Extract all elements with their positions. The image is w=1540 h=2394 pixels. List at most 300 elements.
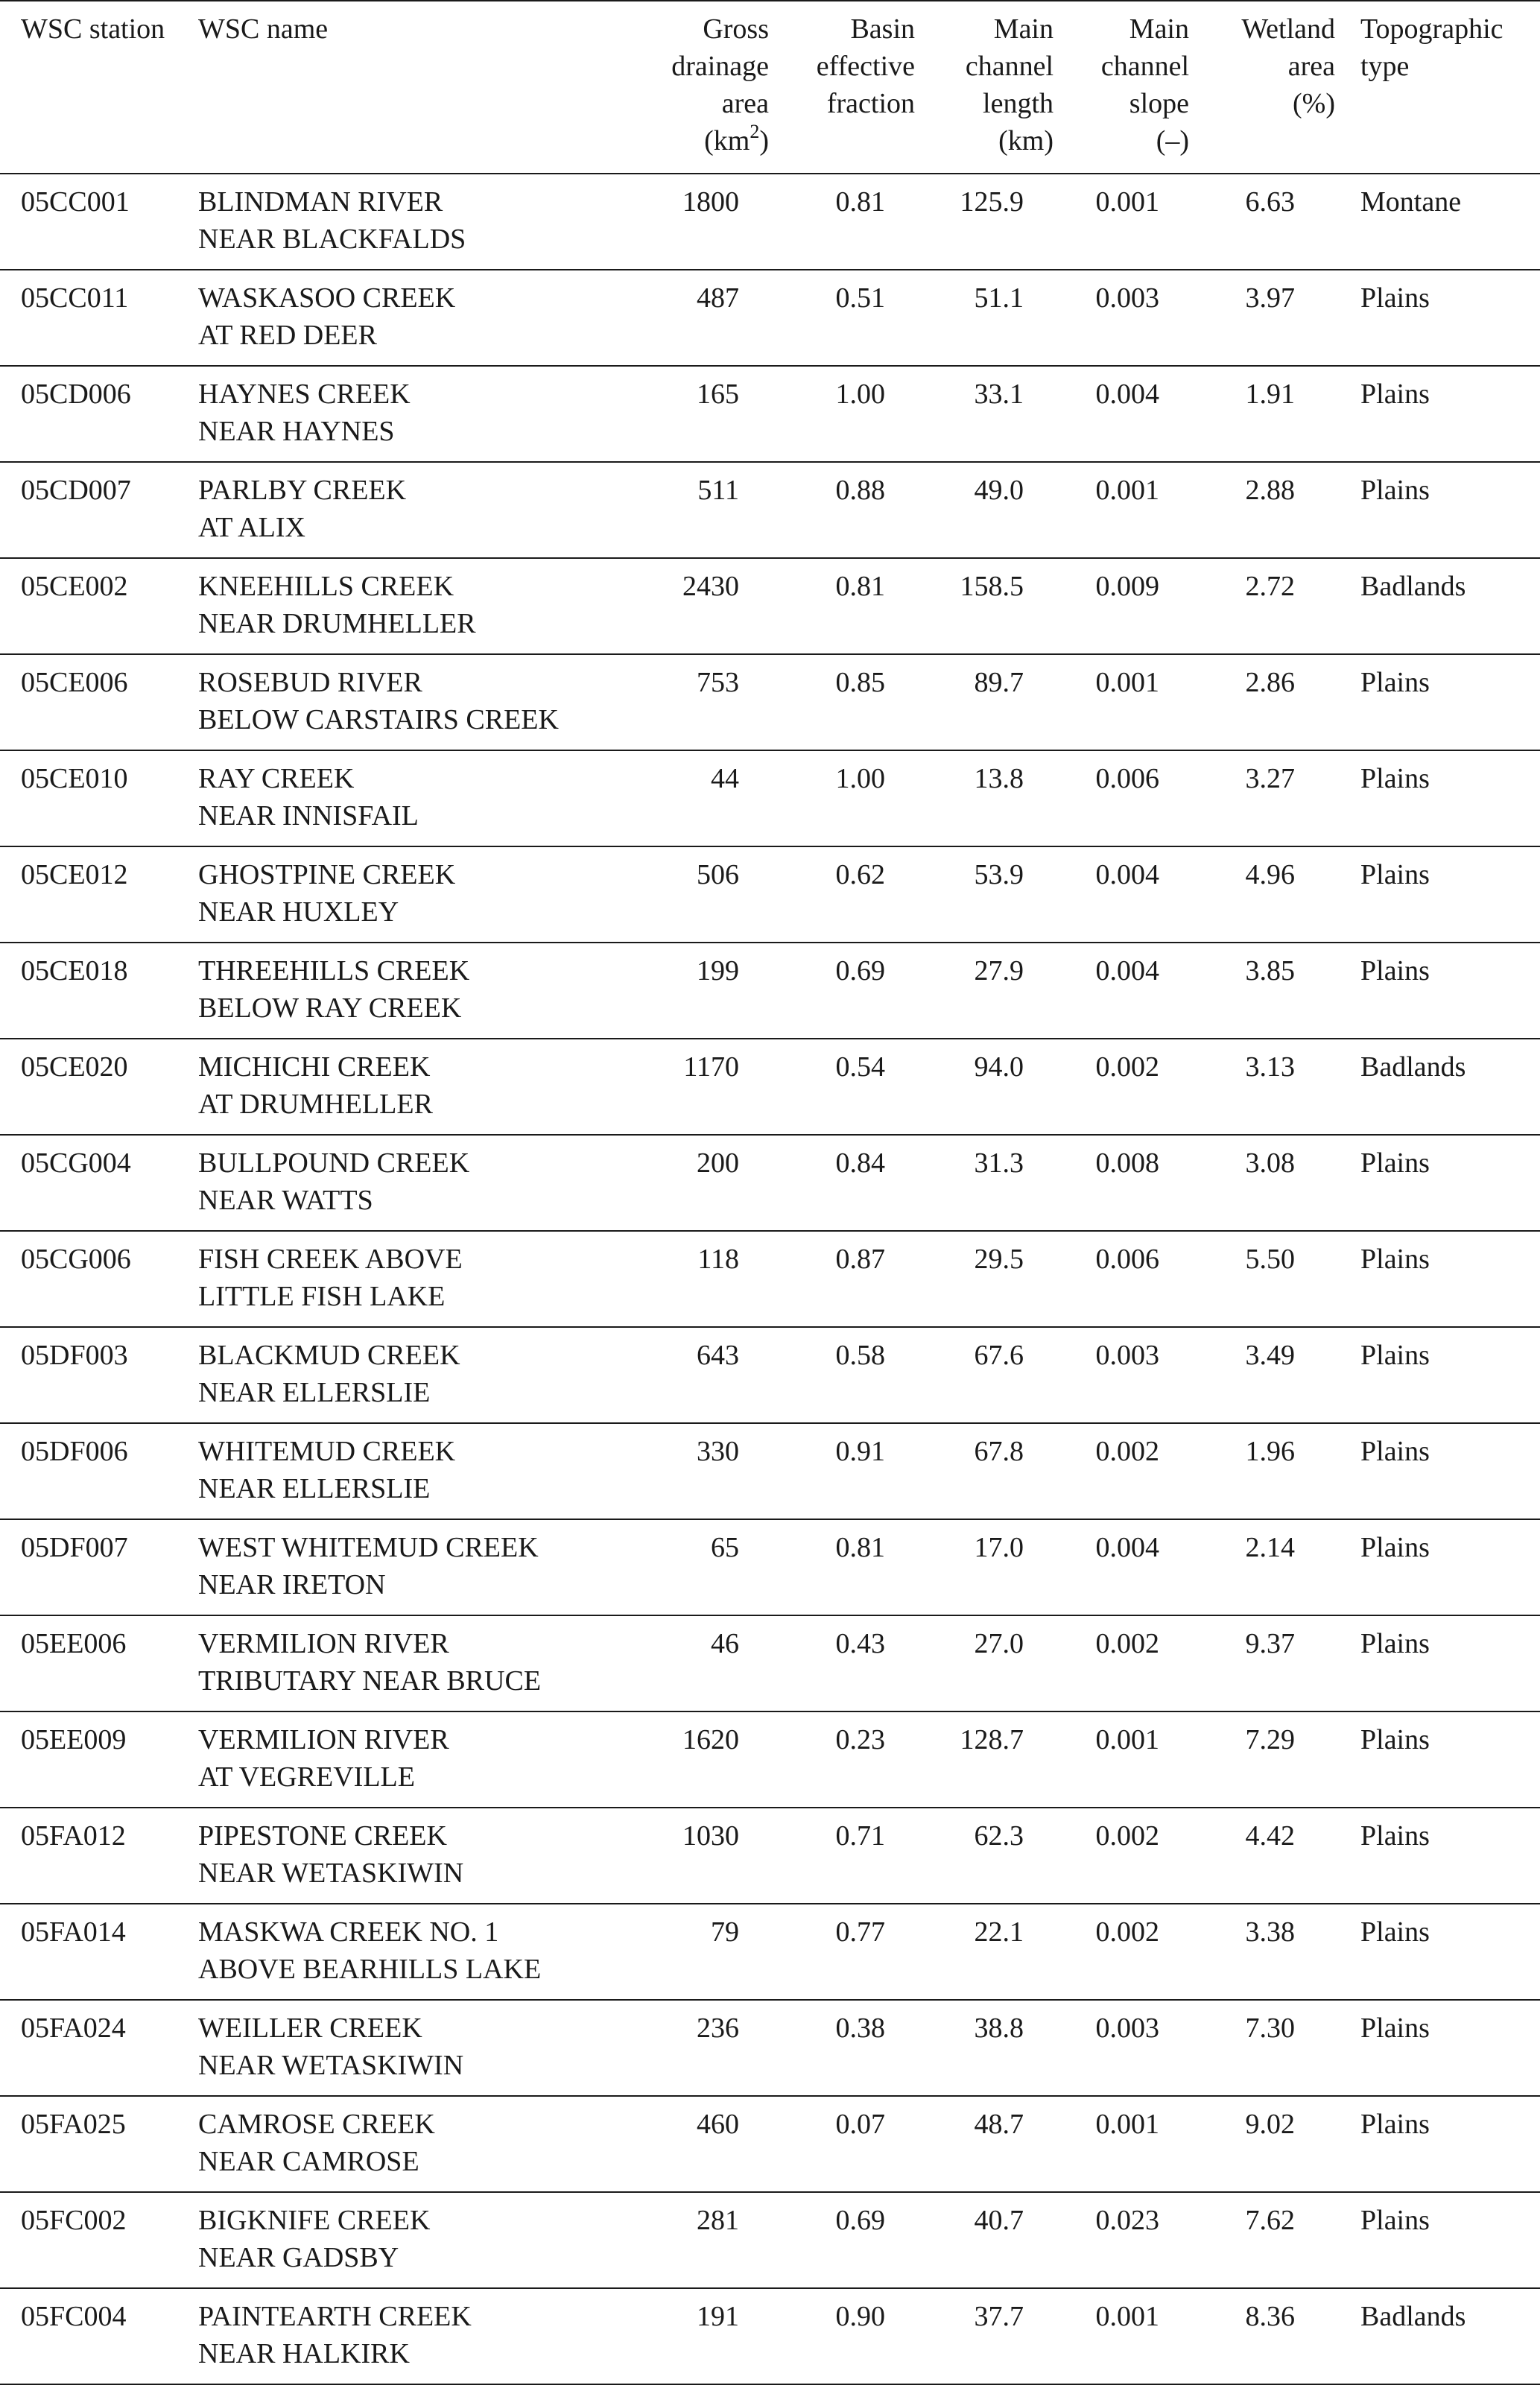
value-area: 487 — [697, 282, 739, 314]
value-name2: NEAR ELLERSLIE — [198, 1377, 431, 1408]
cell-channel-length — [915, 1808, 1053, 1904]
value-topo: Plains — [1360, 2205, 1430, 2236]
value-fraction: 0.90 — [835, 2301, 885, 2332]
value-area: 65 — [711, 1532, 739, 1563]
cell-wetland-area — [1189, 1519, 1335, 1615]
cell-channel-length — [915, 1615, 1053, 1711]
value-length: 53.9 — [974, 859, 1024, 890]
cell-name — [198, 2192, 656, 2288]
value-station: 05CC011 — [21, 282, 129, 314]
value-fraction: 0.54 — [835, 1051, 885, 1083]
value-topo: Plains — [1360, 1916, 1430, 1948]
cell-gross-area — [656, 654, 769, 750]
value-name2: BELOW RAY CREEK — [198, 992, 462, 1024]
cell-wetland-area — [1189, 1615, 1335, 1711]
cell-basin-fraction — [769, 2000, 915, 2096]
value-wetland: 9.02 — [1245, 2109, 1295, 2140]
value-name1: KNEEHILLS CREEK — [198, 571, 454, 602]
value-name1: BULLPOUND CREEK — [198, 1147, 470, 1179]
table-row — [0, 1519, 1540, 1615]
value-topo: Plains — [1360, 1340, 1430, 1371]
value-name2: NEAR HUXLEY — [198, 896, 399, 928]
value-area: 165 — [697, 379, 739, 410]
cell-channel-length — [915, 1039, 1053, 1135]
table-row — [0, 1904, 1540, 2000]
cell-channel-length — [915, 270, 1053, 366]
value-name2: AT RED DEER — [198, 320, 377, 351]
cell-topographic-type — [1335, 1711, 1540, 1808]
cell-topographic-type — [1335, 1039, 1540, 1135]
value-area: 46 — [711, 1628, 739, 1659]
value-area: 199 — [697, 955, 739, 987]
value-wetland: 3.08 — [1245, 1147, 1295, 1179]
cell-name — [198, 270, 656, 366]
value-station: 05CE020 — [21, 1051, 128, 1083]
cell-basin-fraction — [769, 174, 915, 270]
value-name1: THREEHILLS CREEK — [198, 955, 470, 987]
cell-basin-fraction — [769, 750, 915, 846]
header-station: WSC station — [0, 1, 198, 174]
value-topo: Plains — [1360, 2109, 1430, 2140]
value-slope: 0.004 — [1095, 859, 1159, 890]
table-row — [0, 1039, 1540, 1135]
header-name: WSC name — [198, 1, 656, 174]
value-name1: WEST WHITEMUD CREEK — [198, 1532, 539, 1563]
value-slope: 0.003 — [1095, 1340, 1159, 1371]
cell-gross-area — [656, 943, 769, 1039]
value-area: 200 — [697, 1147, 739, 1179]
value-area: 79 — [711, 1916, 739, 1948]
cell-gross-area — [656, 1904, 769, 2000]
value-name2: AT ALIX — [198, 512, 305, 543]
value-area: 1800 — [682, 186, 739, 218]
cell-channel-length — [915, 558, 1053, 654]
value-slope: 0.001 — [1095, 475, 1159, 506]
cell-wetland-area — [1189, 1904, 1335, 2000]
value-wetland: 4.96 — [1245, 859, 1295, 890]
value-name1: BLACKMUD CREEK — [198, 1340, 460, 1371]
value-area: 511 — [697, 475, 739, 506]
cell-basin-fraction — [769, 2096, 915, 2192]
value-slope: 0.009 — [1095, 571, 1159, 602]
cell-name — [198, 174, 656, 270]
value-length: 89.7 — [974, 667, 1024, 698]
value-name2: TRIBUTARY NEAR BRUCE — [198, 1665, 542, 1697]
table-row — [0, 462, 1540, 558]
cell-channel-slope — [1053, 2288, 1189, 2384]
value-area: 1170 — [683, 1051, 739, 1083]
value-name2: ABOVE BEARHILLS LAKE — [198, 1954, 542, 1985]
value-wetland: 7.29 — [1245, 1724, 1295, 1755]
value-wetland: 8.36 — [1245, 2301, 1295, 2332]
value-fraction: 0.69 — [835, 2205, 885, 2236]
cell-channel-slope — [1053, 1231, 1189, 1327]
value-name1: HAYNES CREEK — [198, 379, 411, 410]
value-topo: Plains — [1360, 763, 1430, 794]
value-fraction: 1.00 — [835, 379, 885, 410]
table-row — [0, 1231, 1540, 1327]
value-station: 05DF006 — [21, 1436, 128, 1467]
cell-station — [0, 1423, 198, 1519]
cell-channel-slope — [1053, 1327, 1189, 1423]
value-topo: Plains — [1360, 2013, 1430, 2044]
value-name1: WASKASOO CREEK — [198, 282, 456, 314]
value-wetland: 7.30 — [1245, 2013, 1295, 2044]
value-fraction: 0.84 — [835, 1147, 885, 1179]
cell-channel-length — [915, 366, 1053, 462]
header-wetland-area: Wetland area (%) — [1189, 1, 1335, 174]
value-name1: MICHICHI CREEK — [198, 1051, 431, 1083]
cell-wetland-area — [1189, 366, 1335, 462]
cell-topographic-type — [1335, 2000, 1540, 2096]
cell-basin-fraction — [769, 558, 915, 654]
table-row — [0, 174, 1540, 270]
cell-channel-length — [915, 462, 1053, 558]
cell-name — [198, 1039, 656, 1135]
value-area: 1620 — [682, 1724, 739, 1755]
header-channel-length: Main channel length (km) — [915, 1, 1053, 174]
value-length: 27.0 — [974, 1628, 1024, 1659]
cell-channel-length — [915, 174, 1053, 270]
cell-topographic-type — [1335, 462, 1540, 558]
value-name1: PARLBY CREEK — [198, 475, 407, 506]
value-topo: Plains — [1360, 667, 1430, 698]
value-slope: 0.002 — [1095, 1628, 1159, 1659]
value-slope: 0.004 — [1095, 955, 1159, 987]
cell-channel-length — [915, 2000, 1053, 2096]
cell-name — [198, 2096, 656, 2192]
cell-wetland-area — [1189, 2288, 1335, 2384]
value-topo: Plains — [1360, 1244, 1430, 1275]
value-name1: FISH CREEK ABOVE — [198, 1244, 463, 1275]
value-topo: Badlands — [1360, 2301, 1466, 2332]
value-length: 128.7 — [960, 1724, 1024, 1755]
cell-gross-area — [656, 1231, 769, 1327]
table-row — [0, 1135, 1540, 1231]
cell-topographic-type — [1335, 750, 1540, 846]
cell-channel-length — [915, 1519, 1053, 1615]
value-length: 33.1 — [974, 379, 1024, 410]
cell-name — [198, 2288, 656, 2384]
table-row — [0, 2192, 1540, 2288]
value-slope: 0.003 — [1095, 282, 1159, 314]
cell-topographic-type — [1335, 654, 1540, 750]
value-slope: 0.008 — [1095, 1147, 1159, 1179]
value-name2: AT VEGREVILLE — [198, 1761, 415, 1793]
value-topo: Plains — [1360, 859, 1430, 890]
cell-channel-length — [915, 943, 1053, 1039]
cell-basin-fraction — [769, 1808, 915, 1904]
cell-station — [0, 1808, 198, 1904]
cell-station — [0, 1327, 198, 1423]
value-name1: WEILLER CREEK — [198, 2013, 422, 2044]
value-length: 158.5 — [960, 571, 1024, 602]
table-row — [0, 2000, 1540, 2096]
cell-wetland-area — [1189, 1327, 1335, 1423]
cell-basin-fraction — [769, 654, 915, 750]
cell-wetland-area — [1189, 2192, 1335, 2288]
value-station: 05CC001 — [21, 186, 130, 218]
value-area: 753 — [697, 667, 739, 698]
cell-name — [198, 1519, 656, 1615]
value-length: 38.8 — [974, 2013, 1024, 2044]
cell-name — [198, 1327, 656, 1423]
cell-wetland-area — [1189, 654, 1335, 750]
value-name2: NEAR IRETON — [198, 1569, 386, 1600]
value-area: 643 — [697, 1340, 739, 1371]
cell-topographic-type — [1335, 558, 1540, 654]
cell-station — [0, 1615, 198, 1711]
cell-topographic-type — [1335, 1135, 1540, 1231]
cell-channel-length — [915, 1711, 1053, 1808]
cell-name — [198, 1135, 656, 1231]
value-wetland: 3.38 — [1245, 1916, 1295, 1948]
value-name2: NEAR HAYNES — [198, 416, 395, 447]
table-body — [0, 174, 1540, 2384]
value-fraction: 0.43 — [835, 1628, 885, 1659]
value-slope: 0.003 — [1095, 2013, 1159, 2044]
value-topo: Badlands — [1360, 571, 1466, 602]
value-station: 05FC002 — [21, 2205, 127, 2236]
cell-basin-fraction — [769, 943, 915, 1039]
cell-station — [0, 558, 198, 654]
cell-name — [198, 1808, 656, 1904]
value-name1: VERMILION RIVER — [198, 1628, 449, 1659]
cell-channel-slope — [1053, 270, 1189, 366]
cell-channel-slope — [1053, 2192, 1189, 2288]
value-station: 05CE002 — [21, 571, 128, 602]
cell-name — [198, 462, 656, 558]
value-wetland: 3.85 — [1245, 955, 1295, 987]
cell-wetland-area — [1189, 750, 1335, 846]
cell-basin-fraction — [769, 1711, 915, 1808]
cell-channel-slope — [1053, 2096, 1189, 2192]
cell-wetland-area — [1189, 174, 1335, 270]
value-area: 281 — [697, 2205, 739, 2236]
cell-gross-area — [656, 846, 769, 943]
value-name2: NEAR INNISFAIL — [198, 800, 419, 832]
cell-name — [198, 1231, 656, 1327]
cell-topographic-type — [1335, 1904, 1540, 2000]
cell-basin-fraction — [769, 1904, 915, 2000]
cell-topographic-type — [1335, 174, 1540, 270]
cell-station — [0, 1231, 198, 1327]
value-area: 44 — [711, 763, 739, 794]
cell-topographic-type — [1335, 366, 1540, 462]
value-length: 49.0 — [974, 475, 1024, 506]
value-slope: 0.002 — [1095, 1916, 1159, 1948]
cell-gross-area — [656, 1039, 769, 1135]
cell-station — [0, 2000, 198, 2096]
value-name2: NEAR WETASKIWIN — [198, 1858, 464, 1889]
cell-station — [0, 2192, 198, 2288]
value-fraction: 0.81 — [835, 571, 885, 602]
value-slope: 0.004 — [1095, 379, 1159, 410]
value-topo: Plains — [1360, 1532, 1430, 1563]
value-fraction: 0.81 — [835, 1532, 885, 1563]
cell-channel-slope — [1053, 174, 1189, 270]
value-length: 67.6 — [974, 1340, 1024, 1371]
cell-gross-area — [656, 2000, 769, 2096]
value-topo: Plains — [1360, 1147, 1430, 1179]
value-fraction: 0.69 — [835, 955, 885, 987]
cell-channel-slope — [1053, 943, 1189, 1039]
cell-name — [198, 558, 656, 654]
cell-channel-slope — [1053, 1904, 1189, 2000]
header-basin-fraction: Basin effective fraction — [769, 1, 915, 174]
cell-topographic-type — [1335, 1519, 1540, 1615]
value-topo: Badlands — [1360, 1051, 1466, 1083]
cell-topographic-type — [1335, 1327, 1540, 1423]
cell-channel-length — [915, 846, 1053, 943]
value-area: 118 — [697, 1244, 739, 1275]
value-wetland: 1.91 — [1245, 379, 1295, 410]
cell-basin-fraction — [769, 1519, 915, 1615]
value-area: 236 — [697, 2013, 739, 2044]
value-name2: AT DRUMHELLER — [198, 1089, 433, 1120]
cell-channel-length — [915, 1423, 1053, 1519]
cell-station — [0, 943, 198, 1039]
value-wetland: 2.72 — [1245, 571, 1295, 602]
value-area: 1030 — [682, 1820, 739, 1852]
cell-channel-slope — [1053, 462, 1189, 558]
value-wetland: 9.37 — [1245, 1628, 1295, 1659]
table-row — [0, 1423, 1540, 1519]
value-station: 05CE012 — [21, 859, 128, 890]
cell-station — [0, 2096, 198, 2192]
value-slope: 0.004 — [1095, 1532, 1159, 1563]
value-length: 37.7 — [974, 2301, 1024, 2332]
cell-topographic-type — [1335, 2288, 1540, 2384]
cell-gross-area — [656, 1423, 769, 1519]
value-wetland: 3.13 — [1245, 1051, 1295, 1083]
cell-topographic-type — [1335, 1808, 1540, 1904]
value-fraction: 0.38 — [835, 2013, 885, 2044]
cell-channel-length — [915, 654, 1053, 750]
cell-channel-length — [915, 1231, 1053, 1327]
value-fraction: 0.07 — [835, 2109, 885, 2140]
cell-channel-slope — [1053, 1519, 1189, 1615]
value-name2: NEAR DRUMHELLER — [198, 608, 476, 639]
value-name1: CAMROSE CREEK — [198, 2109, 435, 2140]
value-slope: 0.001 — [1095, 1724, 1159, 1755]
value-length: 22.1 — [974, 1916, 1024, 1948]
table-row — [0, 1711, 1540, 1808]
cell-gross-area — [656, 1808, 769, 1904]
cell-topographic-type — [1335, 846, 1540, 943]
cell-gross-area — [656, 174, 769, 270]
table-row — [0, 270, 1540, 366]
value-fraction: 0.91 — [835, 1436, 885, 1467]
value-wetland: 2.14 — [1245, 1532, 1295, 1563]
header-row — [0, 1, 1540, 174]
cell-channel-slope — [1053, 558, 1189, 654]
cell-station — [0, 1711, 198, 1808]
value-station: 05FC004 — [21, 2301, 127, 2332]
table-header — [0, 1, 1540, 174]
header-gross-area: Gross drainage area $(km^2)$ — [656, 1, 769, 174]
cell-channel-length — [915, 2192, 1053, 2288]
cell-station — [0, 654, 198, 750]
table-row — [0, 846, 1540, 943]
value-station: 05CE010 — [21, 763, 128, 794]
cell-wetland-area — [1189, 462, 1335, 558]
value-fraction: 0.71 — [835, 1820, 885, 1852]
value-station: 05FA012 — [21, 1820, 126, 1852]
cell-channel-length — [915, 2096, 1053, 2192]
value-length: 67.8 — [974, 1436, 1024, 1467]
cell-station — [0, 1904, 198, 2000]
cell-gross-area — [656, 270, 769, 366]
cell-basin-fraction — [769, 846, 915, 943]
cell-basin-fraction — [769, 2288, 915, 2384]
value-wetland: 3.49 — [1245, 1340, 1295, 1371]
value-name1: PIPESTONE CREEK — [198, 1820, 447, 1852]
cell-name — [198, 366, 656, 462]
cell-gross-area — [656, 1615, 769, 1711]
value-fraction: 0.88 — [835, 475, 885, 506]
value-area: 506 — [697, 859, 739, 890]
cell-channel-slope — [1053, 1135, 1189, 1231]
cell-channel-length — [915, 1904, 1053, 2000]
cell-name — [198, 1423, 656, 1519]
cell-wetland-area — [1189, 1711, 1335, 1808]
value-wetland: 2.86 — [1245, 667, 1295, 698]
value-name2: NEAR WETASKIWIN — [198, 2050, 464, 2081]
value-length: 29.5 — [974, 1244, 1024, 1275]
cell-gross-area — [656, 462, 769, 558]
table-row — [0, 558, 1540, 654]
value-topo: Plains — [1360, 1724, 1430, 1755]
table-row — [0, 366, 1540, 462]
cell-basin-fraction — [769, 1231, 915, 1327]
value-length: 94.0 — [974, 1051, 1024, 1083]
value-wetland: 3.97 — [1245, 282, 1295, 314]
cell-basin-fraction — [769, 462, 915, 558]
value-fraction: 0.81 — [835, 186, 885, 218]
cell-channel-slope — [1053, 2000, 1189, 2096]
value-station: 05DF003 — [21, 1340, 128, 1371]
cell-gross-area — [656, 1519, 769, 1615]
value-fraction: 0.23 — [835, 1724, 885, 1755]
cell-wetland-area — [1189, 270, 1335, 366]
value-name1: WHITEMUD CREEK — [198, 1436, 456, 1467]
value-topo: Plains — [1360, 379, 1430, 410]
value-fraction: 0.87 — [835, 1244, 885, 1275]
cell-gross-area — [656, 366, 769, 462]
value-station: 05FA014 — [21, 1916, 126, 1948]
cell-channel-slope — [1053, 750, 1189, 846]
value-wetland: 5.50 — [1245, 1244, 1295, 1275]
cell-wetland-area — [1189, 2096, 1335, 2192]
value-station: 05CE018 — [21, 955, 128, 987]
value-length: 13.8 — [974, 763, 1024, 794]
cell-topographic-type — [1335, 1231, 1540, 1327]
value-topo: Plains — [1360, 282, 1430, 314]
value-topo: Plains — [1360, 1436, 1430, 1467]
cell-basin-fraction — [769, 1135, 915, 1231]
cell-channel-slope — [1053, 1039, 1189, 1135]
value-area: 460 — [697, 2109, 739, 2140]
cell-basin-fraction — [769, 1423, 915, 1519]
cell-wetland-area — [1189, 943, 1335, 1039]
cell-gross-area — [656, 2096, 769, 2192]
value-station: 05FA024 — [21, 2013, 126, 2044]
value-name1: MASKWA CREEK NO. 1 — [198, 1916, 499, 1948]
cell-channel-slope — [1053, 1808, 1189, 1904]
cell-name — [198, 654, 656, 750]
value-area: 191 — [697, 2301, 739, 2332]
